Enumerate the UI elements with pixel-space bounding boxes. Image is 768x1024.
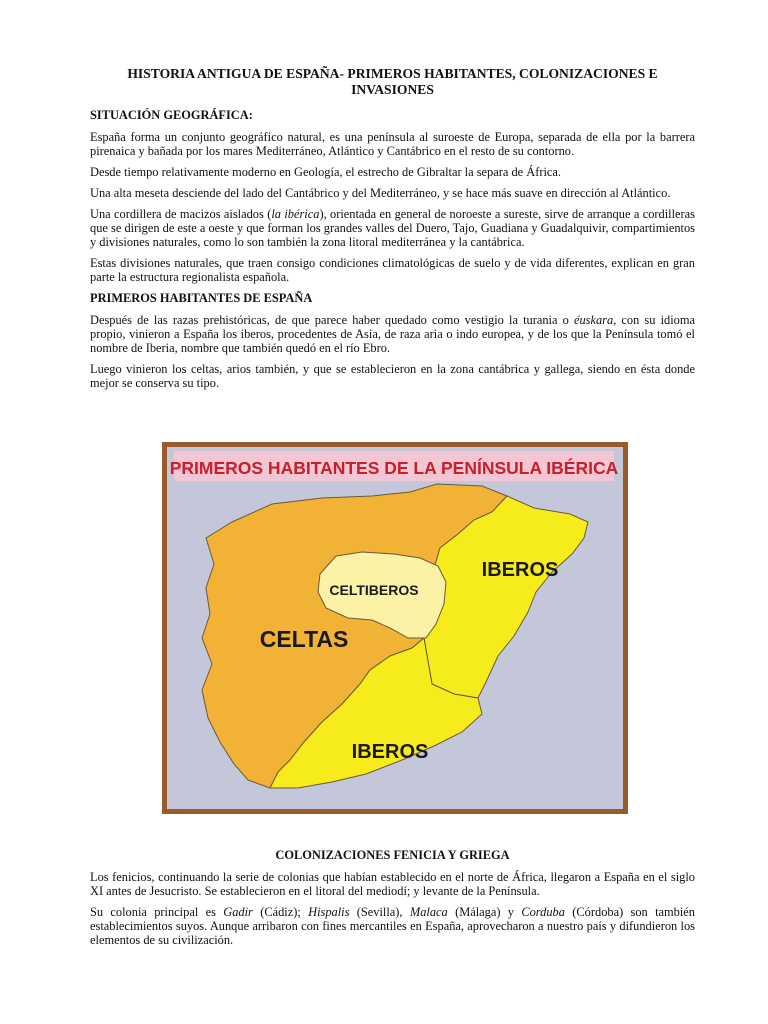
document-body — [90, 66, 695, 397]
peninsula-map — [162, 442, 628, 814]
peninsula-map-svg — [162, 442, 628, 814]
map-title: PRIMEROS HABITANTES DE LA PENÍNSULA IBÉRICA — [169, 458, 619, 478]
document-title: HISTORIA ANTIGUA DE ESPAÑA- PRIMEROS HABITANTES, COLONIZACIONES E INVASIONES — [127, 66, 658, 97]
paragraph: España forma un conjunto geográfico natural, es una península al suroeste de Europa, separada de ella por la barrera pirenaica y bañada por los mares Mediterráneo, Atlántico y Cantábrico en el resto de su contorno. — [90, 130, 695, 158]
section-heading-geografica: SITUACIÓN GEOGRÁFICA: — [90, 108, 253, 122]
section-heading-colonizaciones: COLONIZACIONES FENICIA Y GRIEGA — [275, 848, 510, 862]
label-iberos-south: IBEROS — [351, 741, 429, 763]
italic-term: Malaca — [409, 905, 448, 919]
label-celtas: CELTAS — [259, 626, 349, 652]
section-heading-habitantes: PRIMEROS HABITANTES DE ESPAÑA — [90, 291, 313, 305]
paragraph: Los fenicios, continuando la serie de colonias que habían establecido en el norte de África, llegaron a España en el siglo XI antes de Jesucristo. Se establecieron en el litoral del mediodí; y levante de la Península. — [90, 870, 695, 898]
paragraph: Luego vinieron los celtas, arios también, y que se establecieron en la zona cantábrica y gallega, siendo en ésta donde mejor se conserva su tipo. — [90, 362, 695, 390]
italic-term: la ibérica — [271, 207, 320, 221]
italic-term: Gadir — [223, 905, 253, 919]
italic-term: Hispalis — [308, 905, 350, 919]
paragraph: Estas divisiones naturales, que traen consigo condiciones climatológicas de suelo y de vida diferentes, explican en gran parte la estructura regionalista española. — [90, 256, 695, 284]
italic-term: Corduba — [521, 905, 565, 919]
label-iberos-east: IBEROS — [481, 559, 559, 581]
paragraph: Su colonia principal es Gadir (Cádiz); Hispalis (Sevilla), Malaca (Málaga) y Corduba (Córdoba) son también establecimientos suyos. Aunque arribaron con fines mercantiles en España, aprovecharon a nuestro país y difundieron los elementos de su civilización. — [90, 905, 695, 947]
paragraph: Una alta meseta desciende del lado del Cantábrico y del Mediterráneo, y se hace más suave en dirección al Atlántico. — [90, 186, 671, 200]
label-celtiberos: CELTIBEROS — [329, 582, 419, 598]
paragraph: Desde tiempo relativamente moderno en Geología, el estrecho de Gibraltar la separa de África. — [90, 165, 561, 179]
document-body-lower — [90, 848, 695, 954]
italic-term: éuskara — [573, 313, 614, 327]
paragraph: Después de las razas prehistóricas, de que parece haber quedado como vestigio la turania o éuskara, con su idioma propio, vinieron a España los iberos, procedentes de Asia, de raza aria o indo europea, y de los que la Península tomó el nombre de Iberia, nombre que también quedó en el río Ebro. — [90, 313, 695, 355]
paragraph: Una cordillera de macizos aislados (la ibérica), orientada en general de noroeste a sureste, sirve de arranque a cordilleras que se dirigen de este a oeste y que forman los grandes valles del Duero, Tajo, Guadiana y Guadalquivir, compartimientos y divisiones naturales, como lo son también la zona litoral mediterránea y la cantábrica. — [90, 207, 695, 249]
